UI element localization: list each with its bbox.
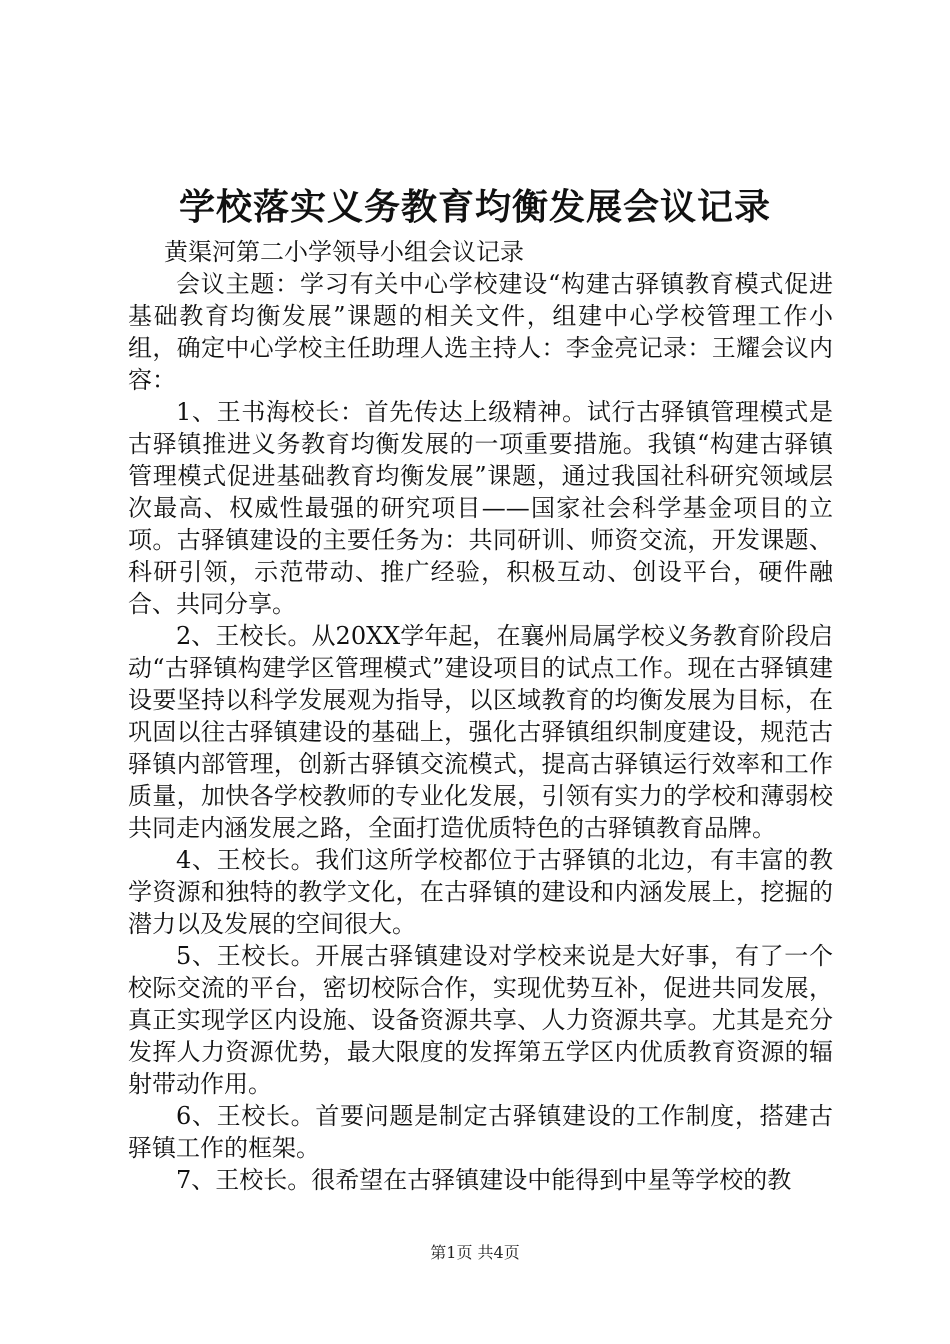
- paragraph-item-5: 5、王校长。开展古驿镇建设对学校来说是大好事，有了一个校际交流的平台，密切校际合作，实现优势互补，促进共同发展，真正实现学区内设施、设备资源共享、人力资源共享。尤其是充分发挥人力资源优势，最大限度的发挥第五学区内优质教育资源的辐射带动作用。: [128, 942, 833, 1098]
- paragraph-item-2: 2、王校长。从20XX学年起，在襄州局属学校义务教育阶段启动“古驿镇构建学区管理模式”建设项目的试点工作。现在古驿镇建设要坚持以科学发展观为指导，以区域教育的均衡发展为目标，在巩固以往古驿镇建设的基础上，强化古驿镇组织制度建设，规范古驿镇内部管理，创新古驿镇交流模式，提高古驿镇运行效率和工作质量，加快各学校教师的专业化发展，引领有实力的学校和薄弱校共同走内涵发展之路，全面打造优质特色的古驿镇教育品牌。: [128, 622, 833, 842]
- paragraph-item-1: 1、王书海校长：首先传达上级精神。试行古驿镇管理模式是古驿镇推进义务教育均衡发展的一项重要措施。我镇“构建古驿镇管理模式促进基础教育均衡发展”课题，通过我国社科研究领域层次最高、权威性最强的研究项目——国家社会科学基金项目的立项。古驿镇建设的主要任务为：共同研训、师资交流，开发课题、科研引领，示范带动、推广经验，积极互动、创设平台，硬件融合、共同分享。: [128, 398, 833, 618]
- paragraph-item-4: 4、王校长。我们这所学校都位于古驿镇的北边，有丰富的教学资源和独特的教学文化，在古驿镇的建设和内涵发展上，挖掘的潜力以及发展的空间很大。: [128, 846, 833, 938]
- document-subtitle: 黄渠河第二小学领导小组会议记录: [164, 238, 524, 266]
- document-title: 学校落实义务教育均衡发展会议记录: [178, 186, 771, 228]
- page-number-footer: 第1页 共4页: [430, 1243, 520, 1262]
- paragraph-item-6: 6、王校长。首要问题是制定古驿镇建设的工作制度，搭建古驿镇工作的框架。: [128, 1102, 833, 1162]
- document-body: [128, 236, 833, 1196]
- paragraph-item-7: 7、王校长。很希望在古驿镇建设中能得到中星等学校的教: [176, 1166, 792, 1194]
- paragraph-meeting-theme: 会议主题：学习有关中心学校建设“构建古驿镇教育模式促进基础教育均衡发展”课题的相关文件，组建中心学校管理工作小组，确定中心学校主任助理人选主持人：李金亮记录：王耀会议内容：: [128, 270, 833, 394]
